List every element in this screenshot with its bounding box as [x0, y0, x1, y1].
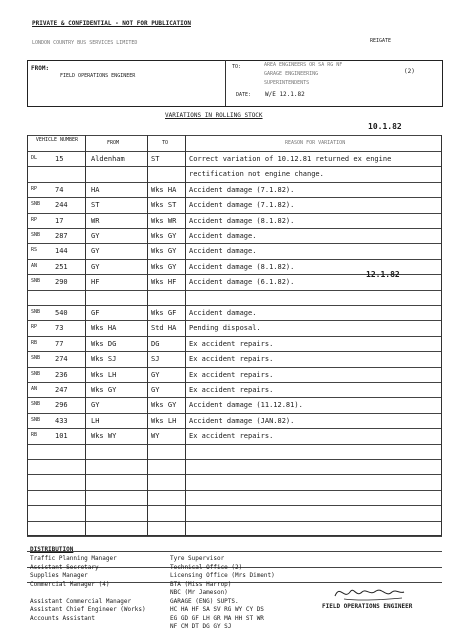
distribution-recipient: Technical Office (2) — [170, 563, 243, 571]
to-depot: GY — [151, 370, 160, 379]
variation-reason: Accident damage (8.1.82). — [189, 262, 295, 271]
distribution-recipient: Traffic Planning Manager — [30, 555, 117, 562]
to-depot: SJ — [151, 355, 160, 364]
column-divider — [147, 135, 148, 535]
from-depot: Wks SJ — [91, 355, 117, 364]
empty-row — [27, 459, 442, 475]
report-date-2: 12.1.82 — [366, 270, 400, 279]
to-depot: Wks WR — [151, 216, 177, 225]
column-divider — [85, 135, 86, 535]
variation-reason: Ex accident repairs. — [189, 355, 274, 364]
vehicle-prefix: RP — [31, 324, 38, 331]
vehicle-prefix: SNB — [31, 370, 41, 377]
to-depot: ST — [151, 155, 160, 163]
to-label: TO: — [232, 64, 242, 70]
from-depot: Wks GY — [91, 386, 117, 394]
vehicle-prefix: AN — [31, 386, 38, 392]
vehicle-number: 287 — [55, 232, 68, 240]
table-row — [27, 290, 442, 306]
from-depot: HF — [91, 278, 100, 287]
empty-row — [27, 444, 442, 460]
vehicle-prefix: SNB — [31, 416, 41, 423]
from-label: FROM: — [31, 65, 50, 72]
vehicle-number: 251 — [55, 262, 68, 271]
vehicle-number: 101 — [55, 432, 68, 441]
to-depot: GY — [151, 386, 160, 394]
distribution-recipient: NF CM DT DG GY SJ — [170, 623, 232, 630]
vehicle-prefix: RB — [31, 432, 38, 439]
to-depot: Wks GY — [151, 401, 177, 410]
vehicle-prefix: DL — [31, 155, 38, 161]
vehicle-prefix: SNB — [31, 309, 41, 315]
report-date-1: 10.1.82 — [368, 122, 402, 131]
distribution-recipient: EG GD GF LH GR MA HH ST WR — [170, 614, 264, 622]
empty-row — [27, 474, 442, 490]
vehicle-number: 73 — [55, 324, 64, 333]
table-border-right — [441, 135, 442, 535]
table-row — [27, 367, 442, 383]
variation-reason: Correct variation of 10.12.81 returned ex engine — [189, 155, 392, 163]
variation-reason: rectification not engine change. — [189, 170, 324, 179]
vehicle-prefix: SNB — [31, 232, 41, 238]
handwritten-signature — [330, 580, 410, 604]
to-depot: Wks GY — [151, 247, 177, 256]
variation-reason: Pending disposal. — [189, 324, 261, 333]
vehicle-prefix: RB — [31, 339, 38, 346]
vehicle-prefix: RP — [31, 185, 38, 192]
vehicle-number: 433 — [55, 416, 68, 425]
to-depot: DG — [151, 339, 160, 348]
from-depot: GY — [91, 262, 100, 271]
variation-reason: Accident damage (JAN.82). — [189, 416, 295, 425]
distribution-recipient: HC HA HF SA SV RG WY CY DS — [170, 606, 264, 613]
table-border-left — [27, 135, 28, 535]
vehicle-number: 247 — [55, 386, 68, 394]
col-to: TO — [162, 140, 169, 146]
report-title: VARIATIONS IN ROLLING STOCK — [165, 112, 263, 119]
from-depot: Wks DG — [91, 339, 117, 348]
distribution-recipient: Tyre Supervisor — [170, 555, 225, 562]
to-depot: Wks ST — [151, 201, 177, 210]
from-depot: ST — [91, 201, 100, 210]
table-row — [27, 305, 442, 321]
distribution-recipient: Assistant Chief Engineer (Works) — [30, 606, 146, 613]
distribution-recipient: Accounts Assistant — [30, 614, 96, 622]
distribution-recipient: Commercial Manager (4) — [30, 580, 110, 588]
from-depot: HA — [91, 185, 100, 194]
variation-reason: Accident damage (11.12.81). — [189, 401, 303, 410]
table-row — [27, 320, 442, 336]
memo-divider — [225, 60, 226, 106]
vehicle-number: 15 — [55, 155, 64, 163]
distribution-recipient: NBC (Mr Jameson) — [170, 589, 228, 596]
vehicle-prefix: AN — [31, 262, 38, 269]
vehicle-number: 77 — [55, 339, 64, 348]
table-row — [27, 228, 442, 244]
variation-reason: Accident damage (7.1.82). — [189, 185, 295, 194]
to-line-2: GARAGE ENGINEERING — [264, 71, 319, 77]
variation-reason: Accident damage (6.1.82). — [189, 278, 295, 287]
empty-row — [27, 490, 442, 506]
vehicle-prefix: SNB — [31, 201, 41, 208]
table-row — [27, 413, 442, 429]
from-depot: WR — [91, 216, 100, 225]
vehicle-prefix: RP — [31, 216, 38, 223]
to-depot: Wks GY — [151, 232, 177, 240]
table-row — [27, 397, 442, 413]
col-reason: REASON FOR VARIATION — [285, 140, 346, 146]
col-from: FROM — [107, 140, 120, 146]
table-row — [27, 243, 442, 259]
vehicle-number: 236 — [55, 370, 68, 379]
from-depot: Wks WY — [91, 432, 117, 441]
distribution-recipient: BTA (Miss Harrop) — [170, 580, 232, 588]
to-depot: Std HA — [151, 324, 177, 333]
variation-reason: Accident damage. — [189, 232, 257, 240]
table-row — [27, 166, 442, 182]
distribution-recipient: Assistant Secretary — [30, 563, 99, 571]
vehicle-prefix: SNB — [31, 355, 41, 362]
table-row — [27, 428, 442, 444]
table-header — [27, 135, 442, 152]
to-depot: Wks LH — [151, 416, 177, 425]
from-depot: GF — [91, 309, 100, 317]
vehicle-number: 244 — [55, 201, 68, 210]
variation-reason: Ex accident repairs. — [189, 432, 274, 441]
variation-reason: Accident damage. — [189, 309, 257, 317]
vehicle-number: 296 — [55, 401, 68, 410]
to-line-3: SUPERINTENDENTS — [264, 80, 310, 86]
table-row — [27, 197, 442, 213]
vehicle-prefix: SNB — [31, 278, 41, 285]
to-line-1: AREA ENGINEERS OR SA RG NF — [264, 62, 343, 68]
distribution-recipient: Supplies Manager — [30, 572, 88, 579]
table-row — [27, 351, 442, 367]
vehicle-number: 274 — [55, 355, 68, 364]
table-border-bottom — [27, 535, 442, 536]
table-row — [27, 336, 442, 352]
vehicle-number: 540 — [55, 309, 68, 317]
variation-reason: Accident damage. — [189, 247, 257, 256]
vehicle-number: 74 — [55, 185, 64, 194]
table-row — [27, 151, 442, 167]
date-label: DATE: — [236, 92, 252, 98]
variation-reason: Ex accident repairs. — [189, 339, 274, 348]
variation-reason: Ex accident repairs. — [189, 386, 274, 394]
empty-row — [27, 536, 442, 552]
to-depot: Wks GY — [151, 262, 177, 271]
variation-reason: Accident damage (7.1.82). — [189, 201, 295, 210]
vehicle-prefix: SNB — [31, 401, 41, 408]
distribution-recipient: GARAGE (ENG) SUPTS. — [170, 597, 239, 605]
from-depot: Wks LH — [91, 370, 117, 379]
variation-reason: Accident damage (8.1.82). — [189, 216, 295, 225]
from-depot: LH — [91, 416, 100, 425]
memo-reference: (2) — [404, 68, 415, 75]
to-depot: WY — [151, 432, 160, 441]
col-vehicle-number: VEHICLE NUMBER — [35, 137, 79, 143]
from-depot: GY — [91, 401, 100, 410]
table-row — [27, 382, 442, 398]
date-value: W/E 12.1.82 — [265, 91, 305, 98]
from-value: FIELD OPERATIONS ENGINEER — [60, 73, 136, 79]
table-row — [27, 213, 442, 229]
distribution-recipient: Assistant Commercial Manager — [30, 597, 132, 605]
table-row — [27, 182, 442, 198]
signature-title: FIELD OPERATIONS ENGINEER — [322, 603, 413, 610]
empty-row — [27, 505, 442, 521]
vehicle-number: 290 — [55, 278, 68, 287]
vehicle-prefix: RS — [31, 247, 38, 254]
distribution-recipient: Licensing Office (Mrs Diment) — [170, 572, 275, 579]
from-depot: GY — [91, 232, 100, 240]
to-depot: Wks GF — [151, 309, 177, 317]
column-divider — [185, 135, 186, 535]
vehicle-number: 17 — [55, 216, 64, 225]
company-name: LONDON COUNTRY BUS SERVICES LIMITED — [32, 40, 138, 46]
location: REIGATE — [370, 38, 392, 44]
distribution-heading: DISTRIBUTION — [30, 546, 74, 553]
confidential-notice: PRIVATE & CONFIDENTIAL - NOT FOR PUBLICATION — [32, 20, 191, 27]
to-depot: Wks HA — [151, 185, 177, 194]
variation-reason: Ex accident repairs. — [189, 370, 274, 379]
from-depot: GY — [91, 247, 100, 256]
from-depot: Wks HA — [91, 324, 117, 333]
from-depot: Aldenham — [91, 155, 125, 163]
to-depot: Wks HF — [151, 278, 177, 287]
vehicle-number: 144 — [55, 247, 68, 256]
